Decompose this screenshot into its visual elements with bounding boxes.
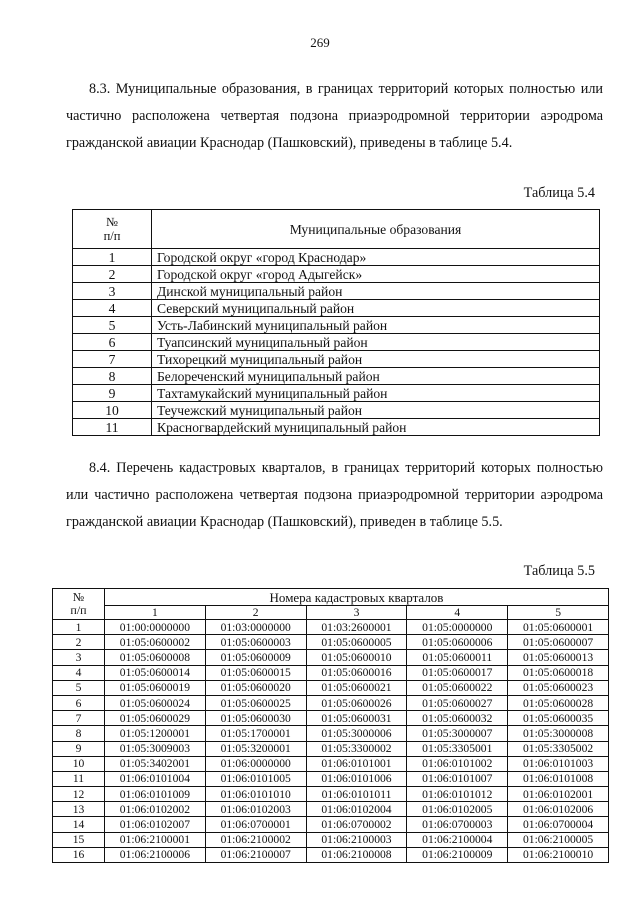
paragraph-8-4	[66, 455, 603, 536]
row-number: 3	[73, 283, 152, 300]
cadastral-quarter-cell: 01:06:0101006	[306, 771, 407, 786]
paragraph-8-3-text: 8.3. Муниципальные образования, в границах территорий которых полностью или частично расположена четвертая подзона приаэродромной территории аэродрома гражданской авиации Краснодар (Пашковский), приведены в таблице 5.4.	[66, 81, 603, 151]
cadastral-quarter-cell: 01:05:0600030	[205, 711, 306, 726]
cadastral-quarter-cell: 01:06:0700001	[205, 817, 306, 832]
table-5-4-caption: Таблица 5.4	[523, 185, 595, 201]
cadastral-quarter-cell: 01:05:0600027	[407, 695, 508, 710]
table-header-row	[73, 210, 600, 249]
cadastral-quarter-cell: 01:06:2100008	[306, 847, 407, 862]
row-number: 11	[73, 419, 152, 436]
table-5-5-caption: Таблица 5.5	[523, 563, 595, 579]
table-row	[73, 317, 600, 334]
row-number: 2	[73, 266, 152, 283]
cadastral-quarter-cell: 01:05:3000007	[407, 726, 508, 741]
row-number: 13	[53, 802, 105, 817]
municipalities-table	[72, 209, 600, 436]
cadastral-quarter-cell: 01:06:0101003	[508, 756, 609, 771]
row-number: 10	[53, 756, 105, 771]
table-row	[53, 620, 609, 635]
table-row	[53, 802, 609, 817]
cadastral-quarter-cell: 01:06:0101009	[105, 787, 206, 802]
table-row	[53, 650, 609, 665]
cadastral-quarter-cell: 01:05:3305002	[508, 741, 609, 756]
cadastral-quarter-cell: 01:05:0600020	[205, 680, 306, 695]
column-header-cadastral-quarters: Номера кадастровых кварталов	[105, 589, 609, 606]
column-header-number	[53, 589, 105, 620]
column-subheader-5: 5	[508, 606, 609, 620]
table-row	[53, 756, 609, 771]
cadastral-quarter-cell: 01:05:0600013	[508, 650, 609, 665]
cadastral-quarter-cell: 01:05:0600025	[205, 695, 306, 710]
table-row	[73, 334, 600, 351]
table-subheader-row	[53, 606, 609, 620]
table-row	[73, 368, 600, 385]
row-number: 9	[53, 741, 105, 756]
municipality-name: Теучежский муниципальный район	[152, 402, 600, 419]
cadastral-quarter-cell: 01:05:0600011	[407, 650, 508, 665]
row-number: 1	[73, 249, 152, 266]
cadastral-quarter-cell: 01:05:1700001	[205, 726, 306, 741]
table-row	[53, 787, 609, 802]
table-row	[73, 266, 600, 283]
row-number: 2	[53, 635, 105, 650]
cadastral-quarter-cell: 01:05:3000008	[508, 726, 609, 741]
cadastral-quarter-cell: 01:06:0101001	[306, 756, 407, 771]
row-number: 8	[53, 726, 105, 741]
column-header-municipality: Муниципальные образования	[152, 210, 600, 249]
cadastral-quarter-cell: 01:06:2100010	[508, 847, 609, 862]
column-subheader-2: 2	[205, 606, 306, 620]
cadastral-quarter-cell: 01:05:3305001	[407, 741, 508, 756]
cadastral-quarter-cell: 01:05:0600015	[205, 665, 306, 680]
row-number: 11	[53, 771, 105, 786]
cadastral-quarter-cell: 01:06:0102003	[205, 802, 306, 817]
cadastral-quarter-cell: 01:06:2100006	[105, 847, 206, 862]
cadastral-quarter-cell: 01:06:0101011	[306, 787, 407, 802]
column-header-number-line2: п/п	[70, 603, 87, 617]
municipality-name: Динской муниципальный район	[152, 283, 600, 300]
cadastral-quarter-cell: 01:05:0600006	[407, 635, 508, 650]
cadastral-quarter-cell: 01:05:0600002	[105, 635, 206, 650]
cadastral-quarter-cell: 01:03:2600001	[306, 620, 407, 635]
cadastral-quarter-cell: 01:05:0600031	[306, 711, 407, 726]
paragraph-8-3	[66, 76, 603, 157]
column-subheader-3: 3	[306, 606, 407, 620]
municipality-name: Тахтамукайский муниципальный район	[152, 385, 600, 402]
table-row	[53, 741, 609, 756]
cadastral-quarter-cell: 01:06:0101002	[407, 756, 508, 771]
cadastral-quarter-cell: 01:06:0101012	[407, 787, 508, 802]
table-row	[53, 711, 609, 726]
cadastral-quarter-cell: 01:05:0600022	[407, 680, 508, 695]
row-number: 5	[53, 680, 105, 695]
cadastral-quarter-cell: 01:05:0600035	[508, 711, 609, 726]
cadastral-quarter-cell: 01:03:0000000	[205, 620, 306, 635]
row-number: 16	[53, 847, 105, 862]
cadastral-quarter-cell: 01:05:0600018	[508, 665, 609, 680]
cadastral-quarter-cell: 01:06:0000000	[205, 756, 306, 771]
cadastral-quarter-cell: 01:05:0600005	[306, 635, 407, 650]
cadastral-quarter-cell: 01:06:0102007	[105, 817, 206, 832]
row-number: 1	[53, 620, 105, 635]
cadastral-quarter-cell: 01:05:0600003	[205, 635, 306, 650]
cadastral-quarter-cell: 01:05:0600029	[105, 711, 206, 726]
cadastral-quarter-cell: 01:05:0600028	[508, 695, 609, 710]
municipality-name: Городской округ «город Адыгейск»	[152, 266, 600, 283]
cadastral-quarter-cell: 01:05:0600026	[306, 695, 407, 710]
table-row	[53, 726, 609, 741]
table-row	[73, 419, 600, 436]
table-row	[53, 817, 609, 832]
cadastral-quarter-cell: 01:06:0102002	[105, 802, 206, 817]
cadastral-quarter-cell: 01:05:0600001	[508, 620, 609, 635]
row-number: 7	[53, 711, 105, 726]
cadastral-quarter-cell: 01:06:0102005	[407, 802, 508, 817]
cadastral-quarter-cell: 01:05:0600024	[105, 695, 206, 710]
table-row	[73, 249, 600, 266]
cadastral-quarter-cell: 01:06:2100009	[407, 847, 508, 862]
cadastral-quarter-cell: 01:06:0102001	[508, 787, 609, 802]
cadastral-quarter-cell: 01:06:0101008	[508, 771, 609, 786]
cadastral-quarter-cell: 01:05:0600007	[508, 635, 609, 650]
cadastral-quarter-cell: 01:05:0600009	[205, 650, 306, 665]
cadastral-quarter-cell: 01:05:0600032	[407, 711, 508, 726]
table-row	[73, 300, 600, 317]
municipality-name: Городской округ «город Краснодар»	[152, 249, 600, 266]
table-row	[73, 283, 600, 300]
cadastral-quarter-cell: 01:06:2100002	[205, 832, 306, 847]
cadastral-quarter-cell: 01:05:0600019	[105, 680, 206, 695]
cadastral-quarter-cell: 01:05:1200001	[105, 726, 206, 741]
row-number: 6	[53, 695, 105, 710]
row-number: 8	[73, 368, 152, 385]
table-row	[53, 847, 609, 862]
row-number: 4	[53, 665, 105, 680]
municipality-name: Туапсинский муниципальный район	[152, 334, 600, 351]
cadastral-quarter-cell: 01:05:3402001	[105, 756, 206, 771]
column-subheader-1: 1	[105, 606, 206, 620]
table-row	[53, 635, 609, 650]
cadastral-quarter-cell: 01:05:0600023	[508, 680, 609, 695]
column-header-number	[73, 210, 152, 249]
municipality-name: Красногвардейский муниципальный район	[152, 419, 600, 436]
table-row	[53, 680, 609, 695]
cadastral-quarter-cell: 01:05:0600014	[105, 665, 206, 680]
cadastral-quarter-cell: 01:05:0600008	[105, 650, 206, 665]
column-subheader-4: 4	[407, 606, 508, 620]
cadastral-quarter-cell: 01:05:3300002	[306, 741, 407, 756]
column-header-number-line1: №	[72, 590, 85, 604]
cadastral-quarter-cell: 01:06:2100001	[105, 832, 206, 847]
column-header-number-line2: п/п	[103, 229, 121, 243]
cadastral-quarter-cell: 01:05:3000006	[306, 726, 407, 741]
cadastral-quarter-cell: 01:06:0101007	[407, 771, 508, 786]
cadastral-quarter-cell: 01:06:2100004	[407, 832, 508, 847]
cadastral-quarter-cell: 01:06:0700003	[407, 817, 508, 832]
row-number: 14	[53, 817, 105, 832]
column-header-number-line1: №	[106, 215, 118, 229]
cadastral-quarter-cell: 01:05:0600016	[306, 665, 407, 680]
cadastral-quarter-cell: 01:06:0700002	[306, 817, 407, 832]
cadastral-quarter-cell: 01:05:0000000	[407, 620, 508, 635]
row-number: 3	[53, 650, 105, 665]
table-header-row	[53, 589, 609, 606]
cadastral-quarter-cell: 01:06:0102004	[306, 802, 407, 817]
cadastral-quarter-cell: 01:05:0600017	[407, 665, 508, 680]
cadastral-quarter-cell: 01:06:0101010	[205, 787, 306, 802]
cadastral-quarter-cell: 01:00:0000000	[105, 620, 206, 635]
municipality-name: Тихорецкий муниципальный район	[152, 351, 600, 368]
cadastral-quarter-cell: 01:05:0600010	[306, 650, 407, 665]
cadastral-quarter-cell: 01:06:0102006	[508, 802, 609, 817]
row-number: 12	[53, 787, 105, 802]
municipality-name: Северский муниципальный район	[152, 300, 600, 317]
municipality-name: Усть-Лабинский муниципальный район	[152, 317, 600, 334]
cadastral-quarter-cell: 01:06:0101004	[105, 771, 206, 786]
paragraph-8-4-text: 8.4. Перечень кадастровых кварталов, в границах территорий которых полностью или частично расположена четвертая подзона приаэродромной территории аэродрома гражданской авиации Краснодар (Пашковский), приведен в таблице 5.5.	[66, 460, 603, 530]
cadastral-quarter-cell: 01:06:0101005	[205, 771, 306, 786]
cadastral-quarter-cell: 01:05:0600021	[306, 680, 407, 695]
cadastral-quarter-cell: 01:05:3200001	[205, 741, 306, 756]
cadastral-quarter-cell: 01:05:3009003	[105, 741, 206, 756]
row-number: 6	[73, 334, 152, 351]
table-row	[73, 385, 600, 402]
row-number: 5	[73, 317, 152, 334]
table-row	[53, 665, 609, 680]
row-number: 9	[73, 385, 152, 402]
table-row	[53, 695, 609, 710]
row-number: 7	[73, 351, 152, 368]
cadastral-quarter-cell: 01:06:2100003	[306, 832, 407, 847]
table-row	[53, 832, 609, 847]
cadastral-quarter-cell: 01:06:2100005	[508, 832, 609, 847]
row-number: 10	[73, 402, 152, 419]
row-number: 15	[53, 832, 105, 847]
table-row	[73, 402, 600, 419]
cadastral-quarter-cell: 01:06:0700004	[508, 817, 609, 832]
cadastral-quarter-cell: 01:06:2100007	[205, 847, 306, 862]
municipality-name: Белореченский муниципальный район	[152, 368, 600, 385]
page-number: 269	[310, 35, 330, 50]
row-number: 4	[73, 300, 152, 317]
cadastral-quarters-table	[52, 588, 609, 863]
table-row	[73, 351, 600, 368]
table-row	[53, 771, 609, 786]
